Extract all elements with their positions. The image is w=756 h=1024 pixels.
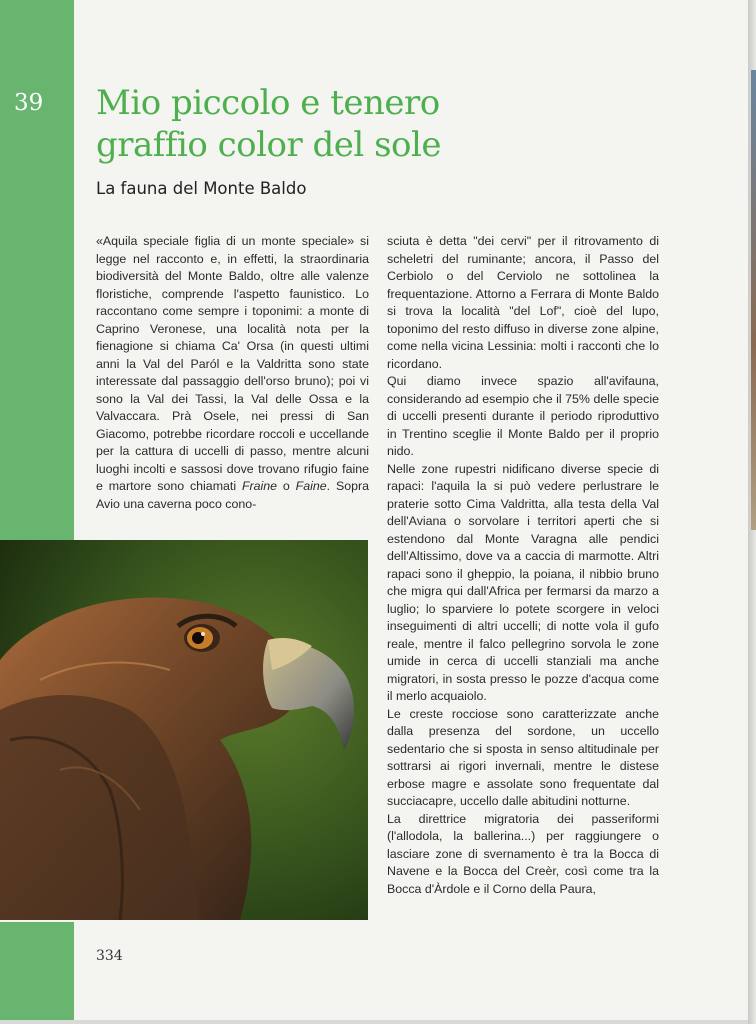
green-side-band — [0, 0, 74, 540]
page-number: 334 — [96, 948, 123, 964]
paragraph: sciuta è detta "dei cervi" per il ritrovamento di scheletri del ruminante; ancora, il Passo del Cerbiolo o del Cerviolo ne sottolinea la frequentazione. Attorno a Ferrara di Monte Baldo si trova la località "del Lof", cioè del lupo, toponimo del resto diffuso in diverse zone alpine, come nella vicina Lessinia: molti i racconti che lo ricordano. — [387, 234, 659, 371]
paragraph — [96, 233, 369, 513]
paragraph: La direttrice migratoria dei passeriformi (l'allodola, la ballerina...) per raggiungere o lasciare zone di svernamento è tra la Bocca di Navene e la Bocca del Creèr, così come tra la Bocca d'Àrdole e il Corno della Paura, — [387, 811, 659, 896]
chapter-subtitle: La fauna del Monte Baldo — [96, 179, 307, 198]
green-side-band-bottom — [0, 922, 74, 1020]
paragraph: Nelle zone rupestri nidificano diverse specie di rapaci: l'aquila la si può vedere perlustrare le praterie sotto Cima Valdritta, alla testa della Val dell'Aviana o sorvolare i territori aperti che si estendono dal Monte Varagna alle pendici dell'Altissimo, dove va a caccia di marmotte. Altri rapaci sono il gheppio, la poiana, il nibbio bruno che migra qui dall'Africa per fermarsi da marzo a luglio; lo sparviere lo potete scorgere in veloci inseguimenti di altri uccelli; di notte vola il gufo reale, mentre il falco pellegrino sorvola le zone umide in cerca di uccelli stanziali ma anche migratori, in sosta presso le pozze d'acqua come il merlo acquaiolo. — [387, 461, 659, 703]
text-run: «Aquila speciale figlia di un monte speciale» si legge nel racconto e, in effetti, la straordinaria biodiversità del Monte Baldo, oltre alle valenze floristiche, comprende l'aspetto faunistico. Lo raccontano come sempre i toponimi: a monte di Caprino Veronese, una località nota per la fienagione si chiama Ca' Orsa (in questi ultimi anni la Val del Paról e la Valdritta sono state interessate dal passaggio dell'orso bruno); poi vi sono la Val dei Tassi, la Val delle Ossa e la Valvaccara. Prà Osele, nei pressi di San Giacomo, potrebbe ricordare roccoli e uccellande per la cattura di uccelli di passo, mentre alcuni luoghi incolti e sassosi dove trovano rifugio faine e martore sono chiamati — [96, 234, 369, 493]
title-line-1: Mio piccolo e tenero — [96, 83, 440, 123]
paragraph: Le creste rocciose sono caratterizzate anche dalla presenza del sordone, un uccello sedentario che si sposta in senso altitudinale per sottrarsi ai rigori invernali, mentre le distese erbose magre e assolate sono frequentate dal succiacapre, uccello dalle abitudini notturne. — [387, 706, 659, 808]
eagle-photo — [0, 540, 368, 920]
italic-term: Fraine — [241, 479, 278, 493]
eagle-illustration — [0, 540, 368, 920]
text-column-right — [387, 233, 659, 898]
text-column-left — [96, 233, 369, 513]
adjacent-page-edge — [748, 0, 756, 1024]
chapter-title — [96, 82, 716, 166]
paragraph: Qui diamo invece spazio all'avifauna, considerando ad esempio che il 75% delle specie di uccelli presenti durante il periodo riproduttivo in Trentino sceglie il Monte Baldo per il proprio nido. — [387, 374, 659, 458]
italic-term: Faine — [295, 479, 327, 493]
adjacent-page-image-strip — [751, 70, 756, 530]
text-run: o — [277, 479, 296, 493]
text-run: . Sopra Avio una caverna poco cono- — [96, 479, 370, 511]
chapter-number: 39 — [14, 90, 44, 116]
title-line-2: graffio color del sole — [96, 125, 442, 165]
